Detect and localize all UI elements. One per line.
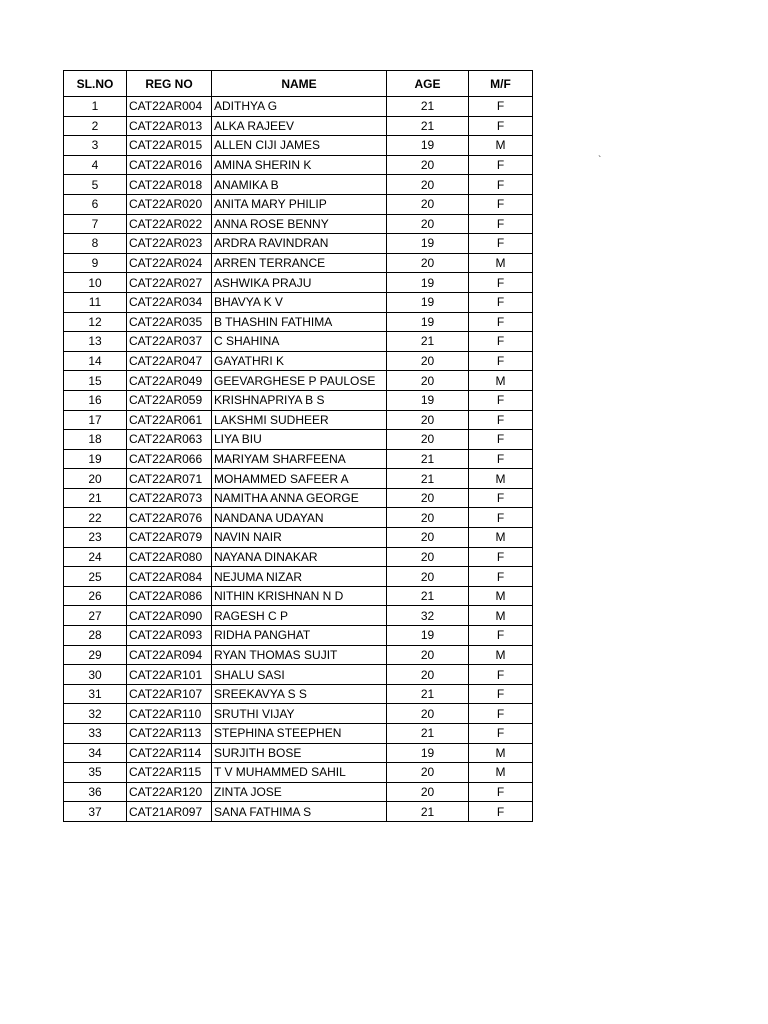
name-cell: ALKA RAJEEV — [212, 116, 387, 136]
age-cell: 20 — [387, 194, 469, 214]
name-cell: NITHIN KRISHNAN N D — [212, 586, 387, 606]
reg-no-cell: CAT22AR049 — [127, 371, 212, 391]
sl-no-cell: 14 — [64, 351, 127, 371]
gender-cell: M — [469, 763, 533, 783]
reg-no-cell: CAT22AR093 — [127, 626, 212, 646]
name-cell: NAMITHA ANNA GEORGE — [212, 488, 387, 508]
header-gender: M/F — [469, 71, 533, 97]
name-cell: NEJUMA NIZAR — [212, 567, 387, 587]
reg-no-cell: CAT22AR071 — [127, 469, 212, 489]
gender-cell: F — [469, 351, 533, 371]
table-row — [64, 586, 533, 606]
gender-cell: F — [469, 449, 533, 469]
table-row — [64, 626, 533, 646]
reg-no-cell: CAT22AR107 — [127, 684, 212, 704]
table-header — [64, 71, 533, 97]
gender-cell: F — [469, 547, 533, 567]
student-roster-table — [63, 70, 533, 822]
age-cell: 20 — [387, 155, 469, 175]
sl-no-cell: 10 — [64, 273, 127, 293]
age-cell: 20 — [387, 430, 469, 450]
name-cell: SHALU SASI — [212, 665, 387, 685]
sl-no-cell: 1 — [64, 97, 127, 117]
gender-cell: F — [469, 802, 533, 822]
name-cell: RYAN THOMAS SUJIT — [212, 645, 387, 665]
table-row — [64, 194, 533, 214]
name-cell: LIYA BIU — [212, 430, 387, 450]
table-row — [64, 116, 533, 136]
reg-no-cell: CAT22AR061 — [127, 410, 212, 430]
sl-no-cell: 25 — [64, 567, 127, 587]
reg-no-cell: CAT22AR110 — [127, 704, 212, 724]
sl-no-cell: 8 — [64, 234, 127, 254]
sl-no-cell: 35 — [64, 763, 127, 783]
age-cell: 20 — [387, 371, 469, 391]
name-cell: T V MUHAMMED SAHIL — [212, 763, 387, 783]
age-cell: 20 — [387, 528, 469, 548]
gender-cell: F — [469, 626, 533, 646]
gender-cell: F — [469, 508, 533, 528]
age-cell: 19 — [387, 743, 469, 763]
table-row — [64, 488, 533, 508]
table-row — [64, 449, 533, 469]
gender-cell: F — [469, 704, 533, 724]
reg-no-cell: CAT22AR080 — [127, 547, 212, 567]
name-cell: MOHAMMED SAFEER A — [212, 469, 387, 489]
name-cell: GEEVARGHESE P PAULOSE — [212, 371, 387, 391]
gender-cell: F — [469, 684, 533, 704]
reg-no-cell: CAT22AR115 — [127, 763, 212, 783]
gender-cell: F — [469, 97, 533, 117]
name-cell: ZINTA JOSE — [212, 782, 387, 802]
gender-cell: F — [469, 214, 533, 234]
gender-cell: F — [469, 332, 533, 352]
name-cell: ALLEN CIJI JAMES — [212, 136, 387, 156]
gender-cell: M — [469, 743, 533, 763]
reg-no-cell: CAT22AR035 — [127, 312, 212, 332]
sl-no-cell: 23 — [64, 528, 127, 548]
sl-no-cell: 34 — [64, 743, 127, 763]
sl-no-cell: 18 — [64, 430, 127, 450]
table-row — [64, 430, 533, 450]
header-age: AGE — [387, 71, 469, 97]
sl-no-cell: 20 — [64, 469, 127, 489]
age-cell: 20 — [387, 175, 469, 195]
reg-no-cell: CAT22AR094 — [127, 645, 212, 665]
name-cell: SANA FATHIMA S — [212, 802, 387, 822]
gender-cell: F — [469, 273, 533, 293]
age-cell: 20 — [387, 567, 469, 587]
age-cell: 20 — [387, 351, 469, 371]
gender-cell: F — [469, 665, 533, 685]
table-row — [64, 136, 533, 156]
table-row — [64, 332, 533, 352]
reg-no-cell: CAT22AR022 — [127, 214, 212, 234]
reg-no-cell: CAT22AR027 — [127, 273, 212, 293]
reg-no-cell: CAT22AR018 — [127, 175, 212, 195]
table-body — [64, 97, 533, 822]
table-row — [64, 312, 533, 332]
name-cell: AMINA SHERIN K — [212, 155, 387, 175]
table-row — [64, 214, 533, 234]
sl-no-cell: 27 — [64, 606, 127, 626]
gender-cell: M — [469, 469, 533, 489]
table-row — [64, 763, 533, 783]
sl-no-cell: 12 — [64, 312, 127, 332]
reg-no-cell: CAT22AR059 — [127, 390, 212, 410]
age-cell: 32 — [387, 606, 469, 626]
table-row — [64, 743, 533, 763]
age-cell: 19 — [387, 136, 469, 156]
age-cell: 19 — [387, 390, 469, 410]
table-row — [64, 292, 533, 312]
name-cell: LAKSHMI SUDHEER — [212, 410, 387, 430]
age-cell: 21 — [387, 684, 469, 704]
reg-no-cell: CAT22AR113 — [127, 724, 212, 744]
gender-cell: M — [469, 645, 533, 665]
sl-no-cell: 29 — [64, 645, 127, 665]
reg-no-cell: CAT22AR016 — [127, 155, 212, 175]
gender-cell: F — [469, 724, 533, 744]
age-cell: 21 — [387, 586, 469, 606]
sl-no-cell: 4 — [64, 155, 127, 175]
table-row — [64, 508, 533, 528]
name-cell: C SHAHINA — [212, 332, 387, 352]
age-cell: 20 — [387, 547, 469, 567]
reg-no-cell: CAT22AR114 — [127, 743, 212, 763]
sl-no-cell: 7 — [64, 214, 127, 234]
gender-cell: F — [469, 782, 533, 802]
table-row — [64, 390, 533, 410]
table-row — [64, 547, 533, 567]
sl-no-cell: 19 — [64, 449, 127, 469]
reg-no-cell: CAT22AR063 — [127, 430, 212, 450]
age-cell: 19 — [387, 626, 469, 646]
gender-cell: F — [469, 194, 533, 214]
name-cell: SRUTHI VIJAY — [212, 704, 387, 724]
age-cell: 21 — [387, 469, 469, 489]
sl-no-cell: 17 — [64, 410, 127, 430]
gender-cell: M — [469, 253, 533, 273]
reg-no-cell: CAT22AR004 — [127, 97, 212, 117]
gender-cell: M — [469, 606, 533, 626]
name-cell: BHAVYA K V — [212, 292, 387, 312]
sl-no-cell: 11 — [64, 292, 127, 312]
reg-no-cell: CAT22AR084 — [127, 567, 212, 587]
name-cell: B THASHIN FATHIMA — [212, 312, 387, 332]
sl-no-cell: 21 — [64, 488, 127, 508]
name-cell: KRISHNAPRIYA B S — [212, 390, 387, 410]
sl-no-cell: 13 — [64, 332, 127, 352]
table-row — [64, 97, 533, 117]
sl-no-cell: 31 — [64, 684, 127, 704]
gender-cell: M — [469, 371, 533, 391]
gender-cell: F — [469, 292, 533, 312]
name-cell: STEPHINA STEEPHEN — [212, 724, 387, 744]
age-cell: 20 — [387, 665, 469, 685]
sl-no-cell: 30 — [64, 665, 127, 685]
age-cell: 20 — [387, 253, 469, 273]
name-cell: ANAMIKA B — [212, 175, 387, 195]
name-cell: NANDANA UDAYAN — [212, 508, 387, 528]
name-cell: ADITHYA G — [212, 97, 387, 117]
table-row — [64, 351, 533, 371]
reg-no-cell: CAT22AR120 — [127, 782, 212, 802]
age-cell: 19 — [387, 312, 469, 332]
gender-cell: M — [469, 528, 533, 548]
name-cell: SREEKAVYA S S — [212, 684, 387, 704]
age-cell: 19 — [387, 292, 469, 312]
table-row — [64, 782, 533, 802]
gender-cell: F — [469, 155, 533, 175]
table-row — [64, 724, 533, 744]
table-row — [64, 175, 533, 195]
gender-cell: F — [469, 488, 533, 508]
age-cell: 20 — [387, 410, 469, 430]
reg-no-cell: CAT22AR079 — [127, 528, 212, 548]
name-cell: RIDHA PANGHAT — [212, 626, 387, 646]
age-cell: 21 — [387, 449, 469, 469]
name-cell: SURJITH BOSE — [212, 743, 387, 763]
table-row — [64, 469, 533, 489]
age-cell: 20 — [387, 782, 469, 802]
gender-cell: F — [469, 312, 533, 332]
name-cell: ARREN TERRANCE — [212, 253, 387, 273]
name-cell: ANNA ROSE BENNY — [212, 214, 387, 234]
table-row — [64, 273, 533, 293]
age-cell: 19 — [387, 234, 469, 254]
table-row — [64, 802, 533, 822]
reg-no-cell: CAT22AR024 — [127, 253, 212, 273]
reg-no-cell: CAT22AR101 — [127, 665, 212, 685]
student-roster-sheet — [63, 70, 533, 822]
age-cell: 21 — [387, 332, 469, 352]
reg-no-cell: CAT22AR090 — [127, 606, 212, 626]
sl-no-cell: 16 — [64, 390, 127, 410]
table-row — [64, 704, 533, 724]
gender-cell: F — [469, 410, 533, 430]
name-cell: ASHWIKA PRAJU — [212, 273, 387, 293]
name-cell: GAYATHRI K — [212, 351, 387, 371]
sl-no-cell: 33 — [64, 724, 127, 744]
table-row — [64, 645, 533, 665]
stray-mark: ` — [598, 155, 602, 166]
table-row — [64, 410, 533, 430]
table-row — [64, 253, 533, 273]
gender-cell: M — [469, 586, 533, 606]
table-row — [64, 665, 533, 685]
age-cell: 20 — [387, 488, 469, 508]
sl-no-cell: 9 — [64, 253, 127, 273]
sl-no-cell: 5 — [64, 175, 127, 195]
reg-no-cell: CAT22AR020 — [127, 194, 212, 214]
sl-no-cell: 26 — [64, 586, 127, 606]
reg-no-cell: CAT22AR013 — [127, 116, 212, 136]
reg-no-cell: CAT22AR047 — [127, 351, 212, 371]
age-cell: 20 — [387, 645, 469, 665]
age-cell: 21 — [387, 116, 469, 136]
sl-no-cell: 36 — [64, 782, 127, 802]
name-cell: MARIYAM SHARFEENA — [212, 449, 387, 469]
sl-no-cell: 24 — [64, 547, 127, 567]
gender-cell: F — [469, 390, 533, 410]
name-cell: NAVIN NAIR — [212, 528, 387, 548]
sl-no-cell: 32 — [64, 704, 127, 724]
reg-no-cell: CAT22AR015 — [127, 136, 212, 156]
sl-no-cell: 3 — [64, 136, 127, 156]
age-cell: 20 — [387, 763, 469, 783]
table-row — [64, 606, 533, 626]
reg-no-cell: CAT22AR086 — [127, 586, 212, 606]
sl-no-cell: 6 — [64, 194, 127, 214]
age-cell: 21 — [387, 724, 469, 744]
reg-no-cell: CAT22AR073 — [127, 488, 212, 508]
gender-cell: M — [469, 136, 533, 156]
table-row — [64, 528, 533, 548]
reg-no-cell: CAT22AR034 — [127, 292, 212, 312]
sl-no-cell: 37 — [64, 802, 127, 822]
sl-no-cell: 15 — [64, 371, 127, 391]
reg-no-cell: CAT22AR037 — [127, 332, 212, 352]
header-reg-no: REG NO — [127, 71, 212, 97]
sl-no-cell: 2 — [64, 116, 127, 136]
name-cell: ANITA MARY PHILIP — [212, 194, 387, 214]
age-cell: 21 — [387, 802, 469, 822]
table-row — [64, 567, 533, 587]
reg-no-cell: CAT22AR076 — [127, 508, 212, 528]
age-cell: 20 — [387, 704, 469, 724]
gender-cell: F — [469, 175, 533, 195]
gender-cell: F — [469, 567, 533, 587]
table-row — [64, 155, 533, 175]
header-row — [64, 71, 533, 97]
header-name: NAME — [212, 71, 387, 97]
gender-cell: F — [469, 430, 533, 450]
sl-no-cell: 28 — [64, 626, 127, 646]
table-row — [64, 684, 533, 704]
reg-no-cell: CAT21AR097 — [127, 802, 212, 822]
reg-no-cell: CAT22AR066 — [127, 449, 212, 469]
table-row — [64, 234, 533, 254]
name-cell: ARDRA RAVINDRAN — [212, 234, 387, 254]
gender-cell: F — [469, 234, 533, 254]
name-cell: NAYANA DINAKAR — [212, 547, 387, 567]
age-cell: 20 — [387, 508, 469, 528]
table-row — [64, 371, 533, 391]
age-cell: 19 — [387, 273, 469, 293]
gender-cell: F — [469, 116, 533, 136]
age-cell: 21 — [387, 97, 469, 117]
name-cell: RAGESH C P — [212, 606, 387, 626]
age-cell: 20 — [387, 214, 469, 234]
reg-no-cell: CAT22AR023 — [127, 234, 212, 254]
sl-no-cell: 22 — [64, 508, 127, 528]
header-sl-no: SL.NO — [64, 71, 127, 97]
